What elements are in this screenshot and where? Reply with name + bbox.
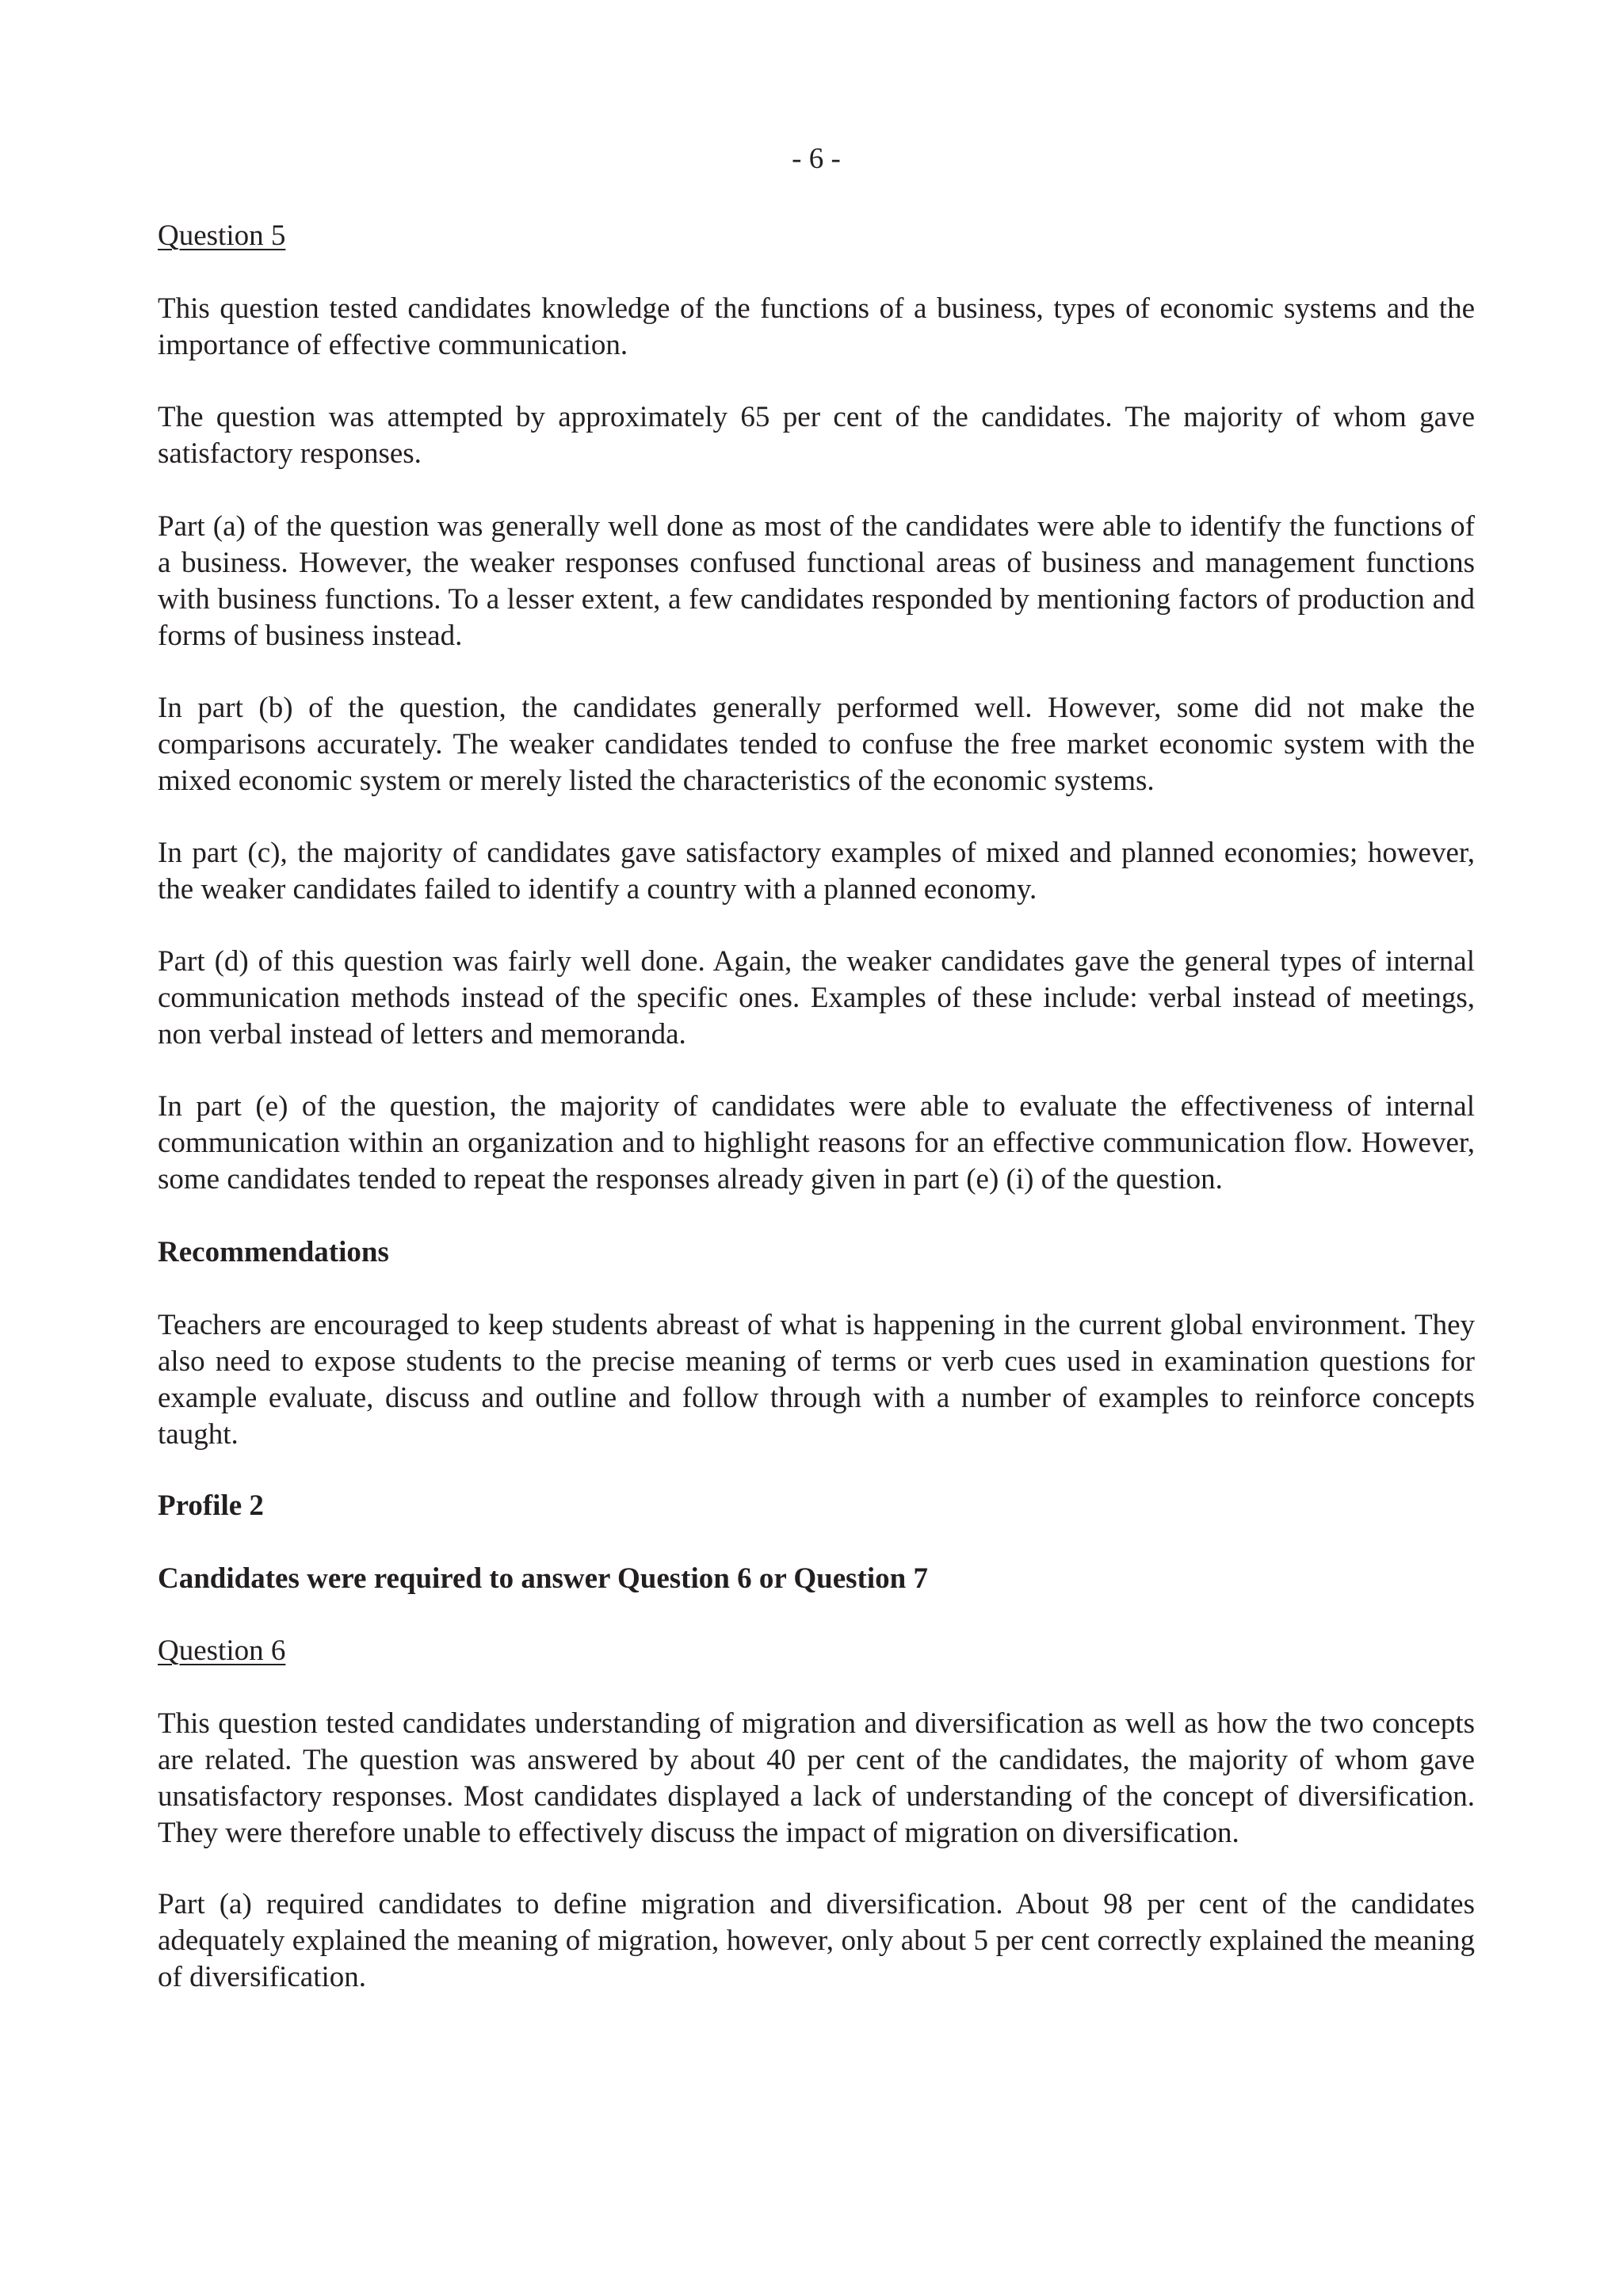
- question-6-heading: Question 6: [158, 1634, 286, 1667]
- q6-intro-paragraph: This question tested candidates understanding of migration and diversification as well as how the two concepts are related. The question was answered by about 40 per cent of the candidates, the majority of whom gave unsatisfactory responses. Most candidates displayed a lack of understanding of the concept of diversification. They were therefore unable to effectively discuss the impact of migration on diversification.: [158, 1707, 1475, 1849]
- page-number: - 6 -: [792, 143, 841, 175]
- recommendations-paragraph: Teachers are encouraged to keep students abreast of what is happening in the current global environment. They also need to expose students to the precise meaning of terms or verb cues used in examination questions for example evaluate, discuss and outline and follow through with a number of examples to reinforce concepts taught.: [158, 1309, 1475, 1451]
- profile-2-instruction: Candidates were required to answer Question 6 or Question 7: [158, 1562, 928, 1595]
- q6-part-a-paragraph: Part (a) required candidates to define migration and diversification. About 98 per cent of the candidates adequately explained the meaning of migration, however, only about 5 per cent correctly explained the meaning of diversification.: [158, 1888, 1475, 1993]
- q5-part-c-paragraph: In part (c), the majority of candidates gave satisfactory examples of mixed and planned economies; however, the weaker candidates failed to identify a country with a planned economy.: [158, 837, 1475, 906]
- q5-intro-paragraph: This question tested candidates knowledge of the functions of a business, types of economic systems and the importance of effective communication.: [158, 292, 1475, 361]
- q5-attempt-paragraph: The question was attempted by approximately 65 per cent of the candidates. The majority of whom gave satisfactory responses.: [158, 401, 1475, 470]
- q5-part-d-paragraph: Part (d) of this question was fairly well done. Again, the weaker candidates gave the general types of internal communication methods instead of the specific ones. Examples of these include: verbal instead of meetings, non verbal instead of letters and memoranda.: [158, 945, 1475, 1051]
- recommendations-heading: Recommendations: [158, 1236, 389, 1268]
- q5-part-b-paragraph: In part (b) of the question, the candidates generally performed well. However, some did not make the comparisons accurately. The weaker candidates tended to confuse the free market economic system with the mixed economic system or merely listed the characteristics of the economic systems.: [158, 692, 1475, 797]
- question-5-heading: Question 5: [158, 219, 286, 252]
- profile-2-heading: Profile 2: [158, 1489, 264, 1522]
- q5-part-a-paragraph: Part (a) of the question was generally well done as most of the candidates were able to identify the functions of a business. However, the weaker responses confused functional areas of business and management functions with business functions. To a lesser extent, a few candidates responded by mentioning factors of production and forms of business instead.: [158, 510, 1475, 652]
- q5-part-e-paragraph: In part (e) of the question, the majority of candidates were able to evaluate the effectiveness of internal communication within an organization and to highlight reasons for an effective communication flow. However, some candidates tended to repeat the responses already given in part (e) (i) of the question.: [158, 1090, 1475, 1196]
